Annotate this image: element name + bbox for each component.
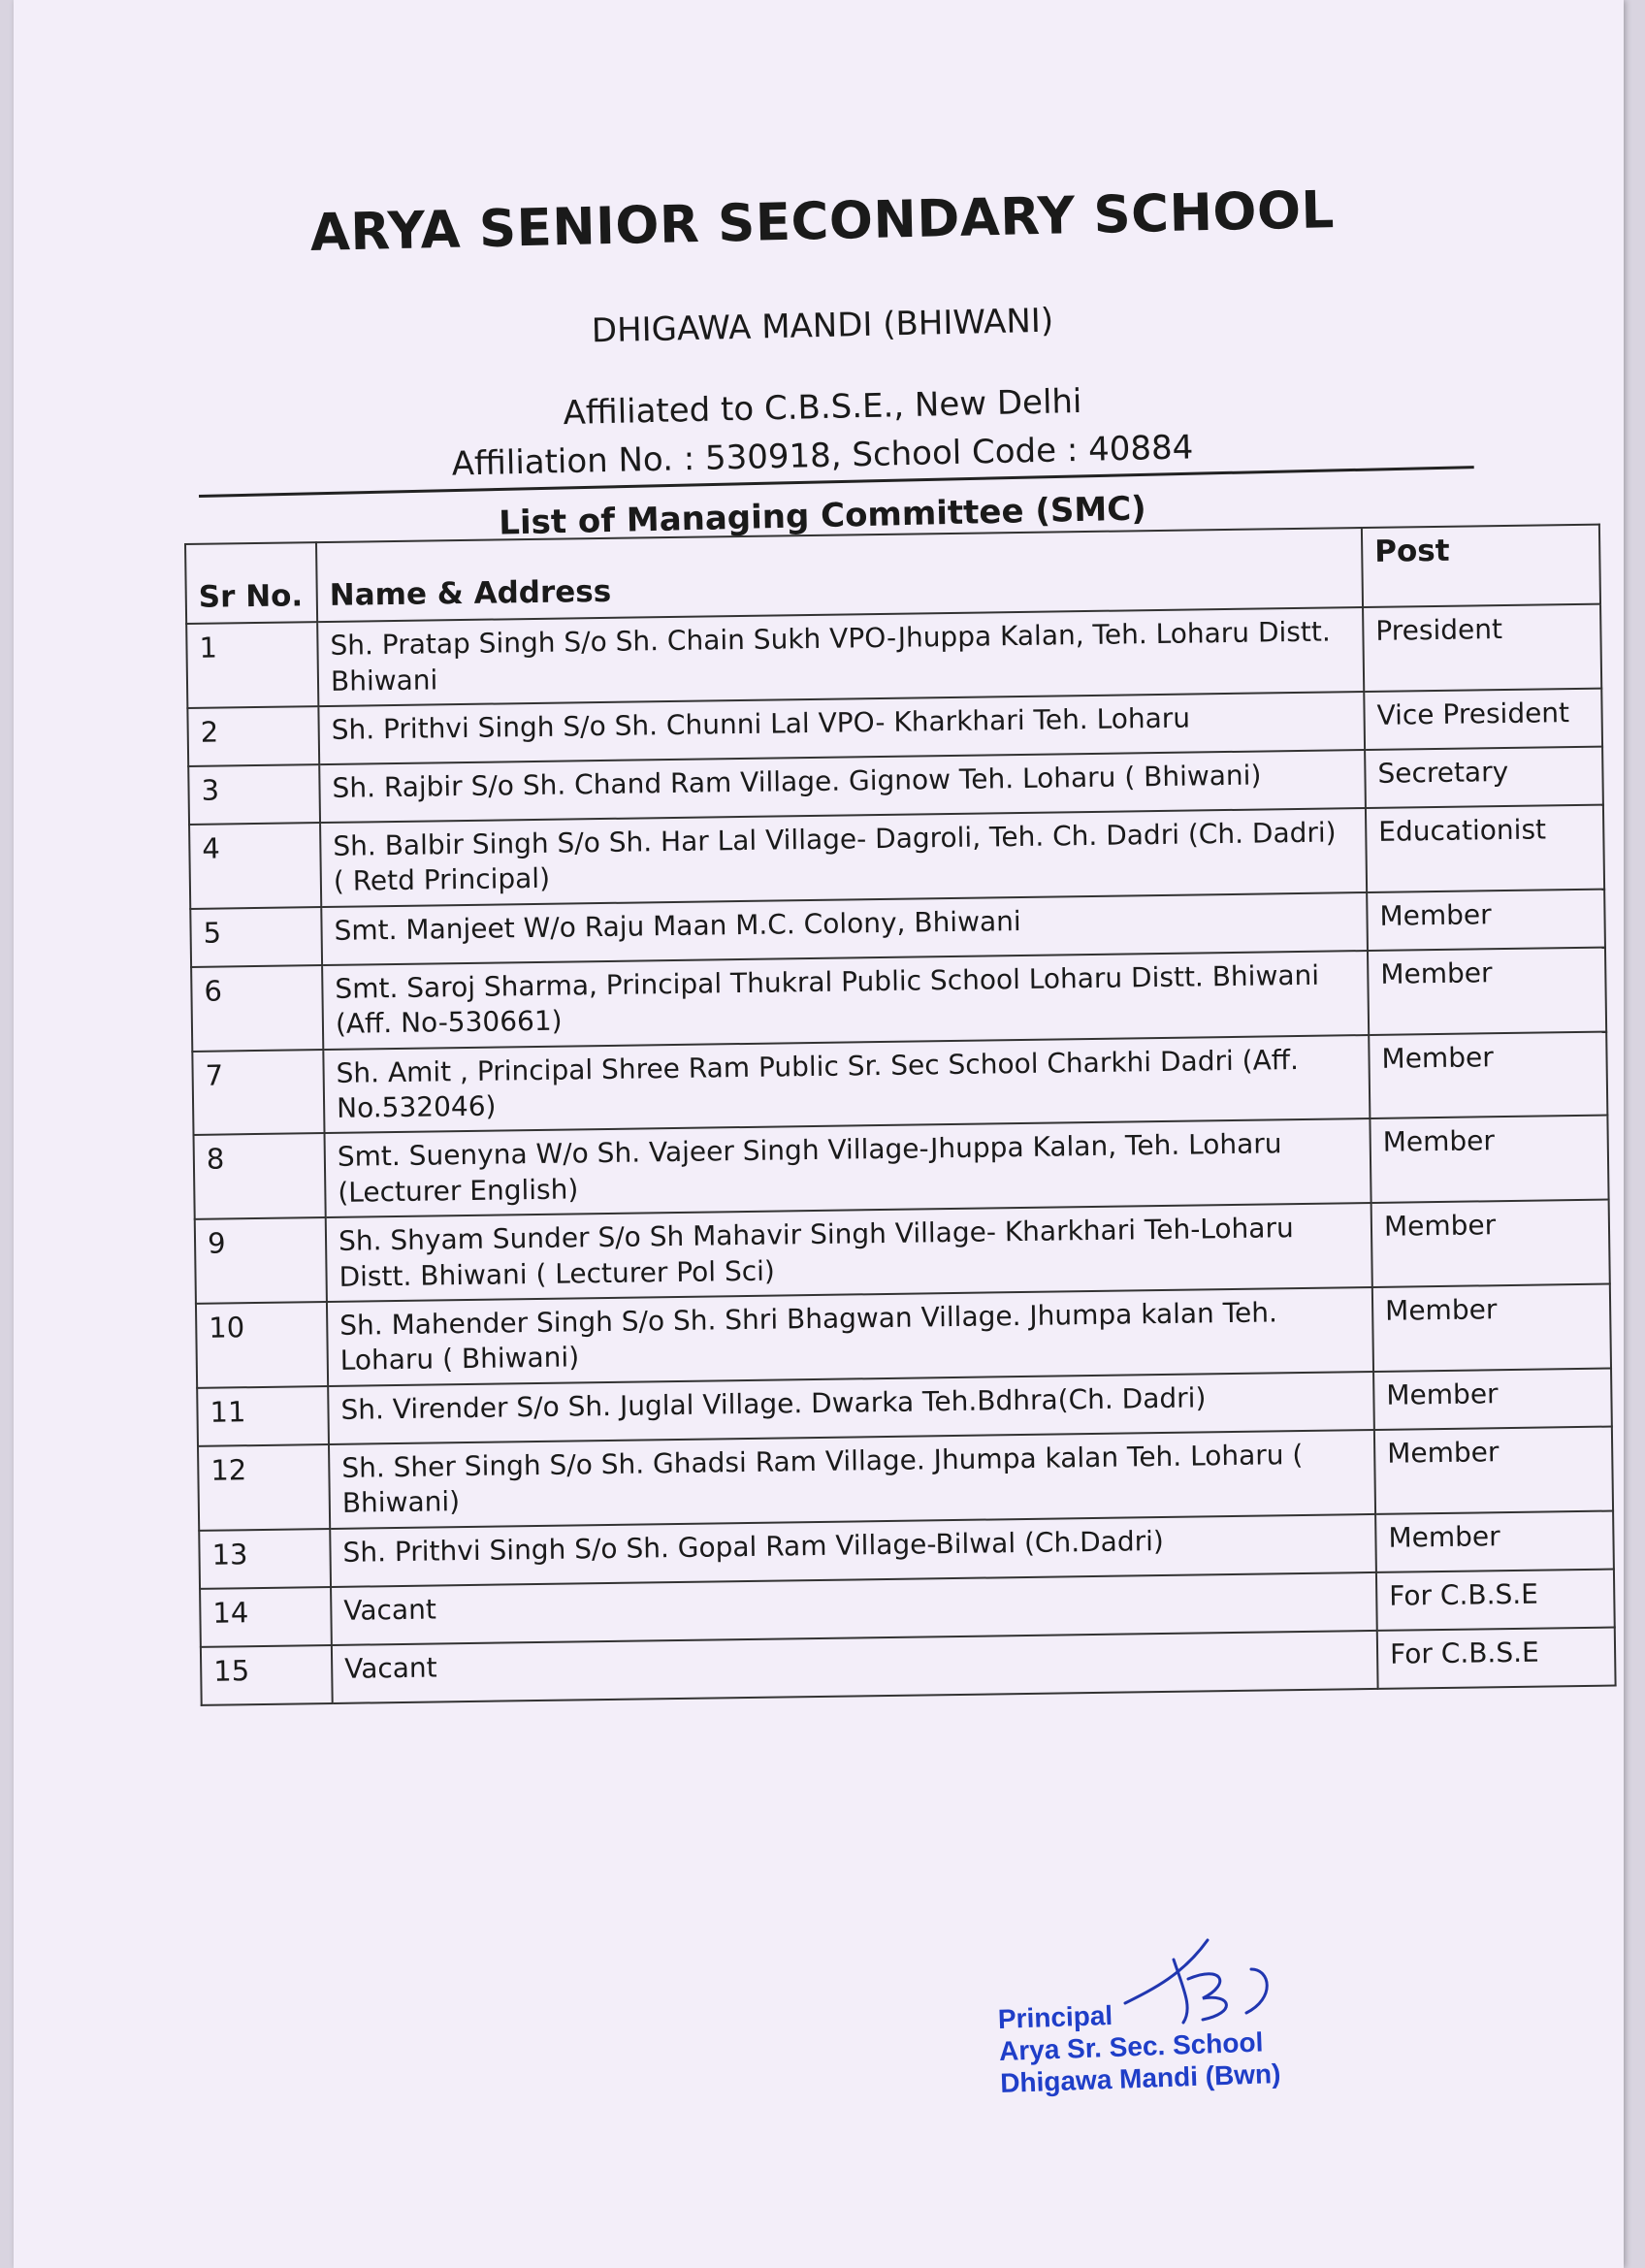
stamp-line-1: Principal [997,1999,1113,2035]
row-sr-no: 4 [189,823,321,909]
row-name-address: Sh. Rajbir S/o Sh. Chand Ram Village. Gignow Teh. Loharu ( Bhiwani) [319,750,1366,823]
row-sr-no: 14 [200,1587,332,1647]
row-post: Member [1372,1284,1611,1372]
row-post: Vice President [1364,689,1602,750]
principal-stamp [997,1993,1281,2099]
row-name-address: Sh. Shyam Sunder S/o Sh Mahavir Singh Village- Kharkhari Teh-Loharu Distt. Bhiwani ( Lecturer Pol Sci) [326,1203,1372,1302]
row-name-address: Smt. Manjeet W/o Raju Maan M.C. Colony, Bhiwani [321,892,1368,965]
row-name-address: Sh. Amit , Principal Shree Ram Public Sr. Sec School Charkhi Dadri (Aff. No.532046) [323,1035,1370,1134]
row-sr-no: 3 [188,764,320,825]
row-name-address: Smt. Suenyna W/o Sh. Vajeer Singh Village-Jhuppa Kalan, Teh. Loharu (Lecturer English) [325,1118,1371,1217]
table-title: List of Managing Committee (SMC) [498,489,1147,543]
affiliated-to: Affiliated to C.B.S.E., New Delhi [563,381,1082,434]
row-sr-no: 1 [186,622,318,708]
row-sr-no: 7 [192,1050,324,1136]
row-post: Member [1367,889,1605,950]
row-sr-no: 10 [196,1302,328,1388]
row-name-address: Sh. Balbir Singh S/o Sh. Har Lal Village- Dagroli, Teh. Ch. Dadri (Ch. Dadri) ( Retd Principal) [320,808,1367,907]
row-sr-no: 2 [187,706,319,766]
row-post: Member [1368,947,1606,1034]
row-post: President [1363,604,1601,692]
row-name-address: Sh. Pratap Singh S/o Sh. Chain Sukh VPO-Jhuppa Kalan, Teh. Loharu Distt. Bhiwani [317,607,1364,706]
row-sr-no: 8 [194,1133,326,1219]
row-post: Educationist [1366,805,1604,892]
row-sr-no: 15 [201,1645,333,1705]
row-name-address: Sh. Prithvi Singh S/o Sh. Gopal Ram Village-Bilwal (Ch.Dadri) [330,1513,1376,1586]
stamp-line-2: Arya Sr. Sec. School [998,2026,1264,2067]
row-sr-no: 6 [191,965,323,1052]
row-sr-no: 12 [198,1444,330,1531]
row-name-address: Vacant [331,1571,1377,1644]
header-sr-no: Sr No. [185,542,317,624]
row-post: Member [1371,1200,1610,1287]
row-name-address: Sh. Prithvi Singh S/o Sh. Chunni Lal VPO- Kharkhari Teh. Loharu [318,692,1365,764]
row-name-address: Sh. Sher Singh S/o Sh. Ghadsi Ram Village. Jhumpa kalan Teh. Loharu ( Bhiwani) [329,1430,1375,1529]
row-name-address: Sh. Virender S/o Sh. Juglal Village. Dwarka Teh.Bdhra(Ch. Dadri) [328,1372,1374,1444]
row-name-address: Smt. Saroj Sharma, Principal Thukral Public School Loharu Distt. Bhiwani (Aff. No-530661) [322,951,1369,1050]
committee-table [184,524,1617,1706]
school-name: ARYA SENIOR SECONDARY SCHOOL [309,180,1336,264]
row-post: For C.B.S.E [1376,1569,1615,1630]
row-post: Member [1374,1426,1613,1513]
row-post: For C.B.S.E [1377,1627,1616,1688]
row-name-address: Vacant [332,1630,1378,1702]
row-name-address: Sh. Mahender Singh S/o Sh. Shri Bhagwan Village. Jhumpa kalan Teh. Loharu ( Bhiwani) [327,1287,1373,1386]
row-sr-no: 5 [190,907,322,967]
row-post: Member [1375,1510,1614,1571]
row-sr-no: 13 [199,1529,331,1589]
header-post: Post [1362,525,1600,608]
row-post: Secretary [1365,747,1603,808]
affiliation-number: Affiliation No. : 530918, School Code : 40884 [451,428,1194,484]
row-sr-no: 11 [197,1386,329,1446]
header-name-address: Name & Address [316,528,1363,622]
stamp-line-3: Dhigawa Mandi (Bwn) [999,2058,1281,2099]
row-post: Member [1370,1116,1608,1203]
row-sr-no: 9 [195,1217,327,1304]
school-location: DHIGAWA MANDI (BHIWANI) [591,301,1054,351]
row-post: Member [1369,1031,1607,1118]
row-post: Member [1373,1368,1612,1429]
